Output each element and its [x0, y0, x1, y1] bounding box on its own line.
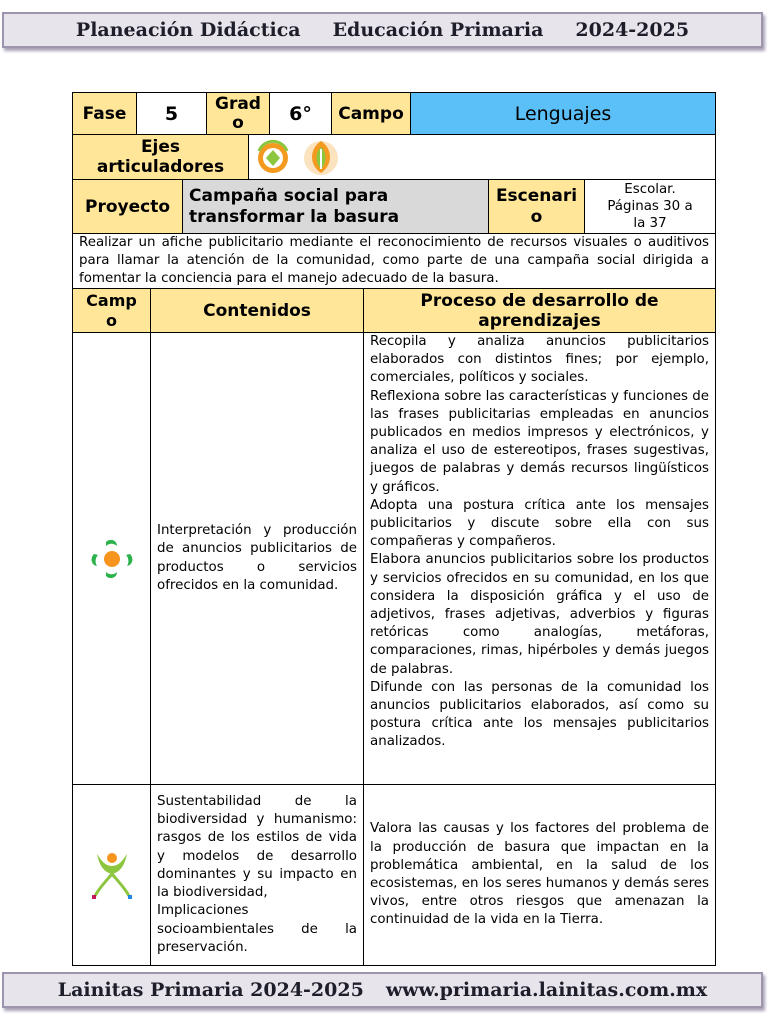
project-description: Realizar un afiche publicitario mediante el reconocimiento de recursos visuales o auditivos para llamar la atención de la comunidad, como parte de una campaña social dirigida a fomentar la conciencia para el manejo adecuado de la basura.	[72, 233, 716, 289]
header-banner	[2, 12, 763, 48]
contenido-text: Sustentabilidad de la biodiversidad y humanismo: rasgos de los estilos de vida y modelos de desarrollo dominantes y su impacto en la biodiversidad, Implicaciones socioambientales de la preservación.	[150, 784, 364, 966]
escenario-label: Escenari o	[488, 179, 585, 234]
info-row-ejes	[72, 134, 716, 180]
footer-banner	[2, 972, 763, 1008]
ejes-label: Ejes articuladores	[72, 134, 249, 180]
info-row-proyecto	[72, 179, 716, 234]
footer-left: Lainitas Primaria 2024-2025	[57, 979, 364, 1001]
proyecto-label: Proyecto	[72, 179, 183, 234]
proceso-text: Recopila y analiza anuncios publicitarios elaborados con distintos fines; por ejemplo, comerciales, políticos y sociales. Reflexiona sobre las características y funciones de las frases publicitarias empleadas en anuncios publicados en medios impresos y electrónicos, y analiza el uso de estereotipos, frases sugestivas, juegos de palabras y demás recursos lingüísticos y gráficos. Adopta una postura crítica ante los mensajes publicitarios y discute sobre ella con sus compañeras y compañeros. Elabora anuncios publicitarios sobre los productos y servicios ofrecidos en su comunidad, en los que considera la disposición gráfica y el uso de adjetivos, frases adjetivas, adverbios y figuras retóricas como analogías, metáforas, comparaciones, rimas, hipérboles y demás juegos de palabras. Difunde con las personas de la comunidad los anuncios publicitarios elaborados, así como su postura crítica ante los mensajes publicitarios analizados.	[363, 332, 716, 785]
info-row-fase	[72, 92, 716, 135]
fase-value: 5	[136, 92, 207, 135]
header-campo: Camp o	[72, 288, 151, 333]
interculturalidad-icon	[299, 135, 349, 179]
header-proceso: Proceso de desarrollo de aprendizajes	[363, 288, 716, 333]
proceso-text: Valora las causas y los factores del problema de la producción de basura que impactan en la problemática ambiental, en la salud de los ecosistemas, en los seres humanos y demás seres vivos, entre otros riesgos que amenazan la continuidad de la vida en la Tierra.	[363, 784, 716, 966]
table-row	[72, 332, 716, 785]
header-year: 2024-2025	[575, 19, 690, 41]
campo-icon-cell	[72, 332, 151, 785]
campo-value: Lenguajes	[410, 92, 716, 135]
header-level: Educación Primaria	[332, 19, 544, 41]
grado-value: 6°	[269, 92, 332, 135]
header-title: Planeación Didáctica	[75, 19, 301, 41]
lenguajes-icon	[87, 534, 137, 584]
fase-label: Fase	[72, 92, 137, 135]
campo-icon-cell	[72, 784, 151, 966]
etica-naturaleza-icon	[87, 848, 137, 902]
footer-url: www.primaria.lainitas.com.mx	[385, 979, 708, 1001]
table-row	[72, 784, 716, 966]
table-header	[72, 288, 716, 333]
campo-label: Campo	[331, 92, 411, 135]
proyecto-value: Campaña social para transformar la basura	[182, 179, 489, 234]
grado-label: Grad o	[206, 92, 270, 135]
contenido-text: Interpretación y producción de anuncios publicitarios de productos o servicios ofrecidos en la comunidad.	[150, 332, 364, 785]
info-row-description	[72, 233, 716, 289]
escenario-value: Escolar. Páginas 30 a la 37	[584, 179, 716, 234]
ejes-icons	[248, 134, 716, 180]
header-contenidos: Contenidos	[150, 288, 364, 333]
